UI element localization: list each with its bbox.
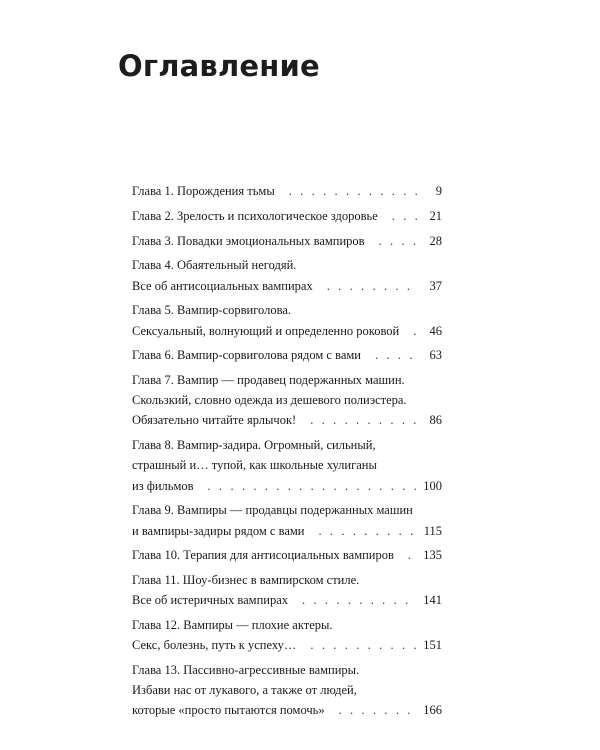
toc-entry-text: которые «просто пытаются помочь» xyxy=(132,703,325,718)
toc-entry-text: Глава 3. Повадки эмоциональных вампиров xyxy=(132,233,365,248)
toc-entry-line xyxy=(132,570,442,590)
page-number: 28 xyxy=(429,233,442,248)
dot-leader xyxy=(208,476,418,496)
toc-entry-text: Все об истеричных вампирах xyxy=(132,593,289,608)
toc-entry-last-line xyxy=(132,181,442,201)
toc-entry[interactable] xyxy=(132,181,442,201)
dot-leader xyxy=(413,321,418,341)
page-number: 115 xyxy=(423,523,442,538)
toc-entry[interactable] xyxy=(132,370,442,431)
toc-entry-text: Обязательно читайте ярлычок! xyxy=(132,413,297,428)
dot-leader xyxy=(392,206,418,226)
toc-entry-text: Глава 8. Вампир-задира. Огромный, сильный, xyxy=(132,438,376,453)
dot-leader xyxy=(339,700,418,720)
toc-entry[interactable] xyxy=(132,500,442,540)
page-number: 151 xyxy=(423,638,442,653)
toc-entry-line xyxy=(132,435,442,455)
page-number: 21 xyxy=(429,208,442,223)
toc-entry[interactable] xyxy=(132,345,442,365)
dot-leader xyxy=(318,521,417,541)
dot-leader xyxy=(310,635,417,655)
page-number: 63 xyxy=(429,348,442,363)
toc-entry-text: страшный и… тупой, как школьные хулиганы xyxy=(132,458,377,473)
toc-entry-text: Глава 9. Вампиры — продавцы подержанных машин xyxy=(132,503,413,518)
toc-entry-last-line xyxy=(132,590,442,610)
toc-entry-text: Глава 4. Обаятельный негодяй. xyxy=(132,258,297,273)
toc-entry-last-line xyxy=(132,476,442,496)
toc-entry-text: Избави нас от лукавого, а также от людей, xyxy=(132,683,357,698)
toc-entry-last-line xyxy=(132,521,442,541)
dot-leader xyxy=(327,276,418,296)
toc-entry-last-line xyxy=(132,345,442,365)
page-number: 86 xyxy=(429,413,442,428)
toc-entry[interactable] xyxy=(132,545,442,565)
toc-entry-line xyxy=(132,390,442,410)
toc-entry-text: и вампиры-задиры рядом с вами xyxy=(132,523,305,538)
toc-entry[interactable] xyxy=(132,570,442,610)
dot-leader xyxy=(408,545,417,565)
toc-entry[interactable] xyxy=(132,615,442,655)
page-number: 135 xyxy=(423,548,442,563)
toc-entry[interactable] xyxy=(132,255,442,295)
toc-entry-line xyxy=(132,370,442,390)
toc-entry-line xyxy=(132,660,442,680)
toc-entry[interactable] xyxy=(132,300,442,340)
toc-entry-last-line xyxy=(132,635,442,655)
toc-entry-line xyxy=(132,680,442,700)
page-number: 9 xyxy=(435,184,442,198)
toc-entry[interactable] xyxy=(132,231,442,251)
toc-entry-line xyxy=(132,455,442,475)
toc-entry-last-line xyxy=(132,276,442,296)
dot-leader xyxy=(302,590,417,610)
page-number: 100 xyxy=(423,478,442,493)
page-number: 37 xyxy=(429,278,442,293)
toc-entry-last-line xyxy=(132,700,442,720)
toc-entry-line xyxy=(132,300,442,320)
page-number: 46 xyxy=(429,323,442,338)
toc-entry-last-line xyxy=(132,545,442,565)
toc-entry-text: Глава 6. Вампир-сорвиголова рядом с вами xyxy=(132,348,361,363)
dot-leader xyxy=(310,410,418,430)
toc-entry-last-line xyxy=(132,321,442,341)
dot-leader xyxy=(289,181,418,201)
toc-entry-last-line xyxy=(132,231,442,251)
toc-entry-text: Глава 2. Зрелость и психологическое здоровье xyxy=(132,208,378,223)
toc-entry-text: Глава 10. Терапия для антисоциальных вампиров xyxy=(132,548,394,563)
page-number: 141 xyxy=(423,593,442,608)
toc-entry[interactable] xyxy=(132,206,442,226)
dot-leader xyxy=(375,345,418,365)
toc-entry-text: Скользкий, словно одежда из дешевого полиэстера. xyxy=(132,393,407,408)
toc-entry-text: из фильмов xyxy=(132,478,194,493)
toc-entry-line xyxy=(132,500,442,520)
toc-entry-text: Сексуальный, волнующий и определенно роковой xyxy=(132,323,400,338)
table-of-contents xyxy=(132,181,442,725)
toc-entry-text: Глава 13. Пассивно-агрессивные вампиры. xyxy=(132,663,360,678)
toc-entry-text: Глава 7. Вампир — продавец подержанных машин. xyxy=(132,373,405,388)
dot-leader xyxy=(379,231,418,251)
toc-entry-last-line xyxy=(132,410,442,430)
toc-entry-line xyxy=(132,615,442,635)
toc-entry[interactable] xyxy=(132,435,442,496)
toc-entry[interactable] xyxy=(132,660,442,721)
toc-entry-text: Глава 12. Вампиры — плохие актеры. xyxy=(132,618,333,633)
toc-entry-line xyxy=(132,255,442,275)
toc-entry-text: Глава 1. Порождения тьмы xyxy=(132,184,275,198)
toc-entry-text: Глава 5. Вампир-сорвиголова. xyxy=(132,303,292,318)
page-title: Оглавление xyxy=(118,49,320,83)
toc-entry-text: Секс, болезнь, путь к успеху… xyxy=(132,638,297,653)
toc-entry-text: Глава 11. Шоу-бизнес в вампирском стиле. xyxy=(132,573,360,588)
page-number: 166 xyxy=(423,703,442,718)
toc-entry-text: Все об антисоциальных вампирах xyxy=(132,278,313,293)
toc-entry-last-line xyxy=(132,206,442,226)
